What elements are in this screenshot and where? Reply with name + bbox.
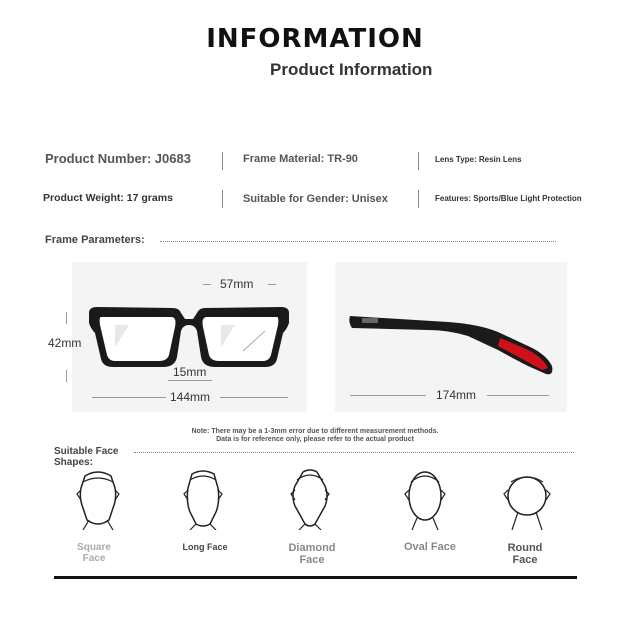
face-label-line1: Diamond bbox=[288, 542, 336, 554]
long-face-icon bbox=[178, 468, 228, 530]
face-label-line1: Round bbox=[507, 542, 543, 554]
face-shapes-label-line2: Shapes: bbox=[54, 457, 93, 468]
section-divider bbox=[160, 241, 556, 242]
temple-length-dimension: 174mm bbox=[436, 388, 477, 402]
lens-width-line bbox=[203, 284, 211, 285]
spec-separator bbox=[418, 190, 419, 208]
spec-product-number: Product Number: J0683 bbox=[45, 151, 191, 166]
frame-parameters-label: Frame Parameters: bbox=[45, 234, 145, 246]
spec-separator bbox=[222, 152, 223, 170]
spec-product-weight: Product Weight: 17 grams bbox=[43, 192, 173, 204]
frame-width-dimension: 144mm bbox=[170, 390, 211, 404]
spec-separator bbox=[222, 190, 223, 208]
lens-height-line bbox=[66, 312, 67, 324]
diamond-face-icon bbox=[285, 468, 335, 530]
glasses-front-view bbox=[85, 303, 293, 371]
face-shapes-label-line1: Suitable Face bbox=[54, 446, 119, 457]
spec-frame-material: Frame Material: TR-90 bbox=[243, 153, 358, 165]
temple-length-line bbox=[487, 395, 549, 396]
lens-height-dimension: 42mm bbox=[48, 336, 82, 350]
lens-height-line bbox=[66, 370, 67, 382]
face-shapes-label bbox=[54, 446, 118, 468]
face-label-long bbox=[165, 542, 245, 553]
face-label-oval bbox=[390, 542, 470, 553]
page-title: INFORMATION bbox=[206, 24, 424, 54]
page-subtitle: Product Information bbox=[270, 60, 433, 79]
spec-features: Features: Sports/Blue Light Protection bbox=[435, 194, 582, 203]
temple-length-line bbox=[350, 395, 426, 396]
lens-width-line bbox=[268, 284, 276, 285]
oval-face-icon bbox=[400, 468, 450, 530]
section-divider bbox=[134, 452, 574, 453]
square-face-icon bbox=[73, 468, 123, 530]
frame-width-line bbox=[92, 397, 166, 398]
lens-width-dimension: 57mm bbox=[220, 277, 254, 291]
measurement-note-2: Data is for reference only, please refer to the actual product bbox=[216, 436, 414, 443]
face-label-square bbox=[54, 542, 134, 564]
spec-lens-type: Lens Type: Resin Lens bbox=[435, 155, 522, 164]
face-label-line1: Oval Face bbox=[404, 541, 456, 553]
bridge-width-dimension: 15mm bbox=[173, 365, 207, 379]
face-label-line2: Face bbox=[299, 554, 325, 566]
spec-gender: Suitable for Gender: Unisex bbox=[243, 193, 388, 205]
face-label-line2: Face bbox=[512, 554, 538, 566]
face-label-line2: Face bbox=[82, 553, 106, 564]
measurement-note: Note: There may be a 1-3mm error due to different measurement methods. bbox=[191, 428, 439, 435]
bottom-divider bbox=[54, 576, 577, 579]
face-label-line1: Long Face bbox=[182, 542, 228, 552]
face-label-diamond bbox=[272, 542, 352, 566]
face-label-round bbox=[485, 542, 565, 566]
glasses-side-view bbox=[348, 310, 556, 380]
frame-width-line bbox=[220, 397, 288, 398]
bridge-width-line bbox=[168, 380, 212, 381]
round-face-icon bbox=[502, 468, 552, 530]
spec-separator bbox=[418, 152, 419, 170]
face-label-line1: Square bbox=[77, 542, 111, 553]
